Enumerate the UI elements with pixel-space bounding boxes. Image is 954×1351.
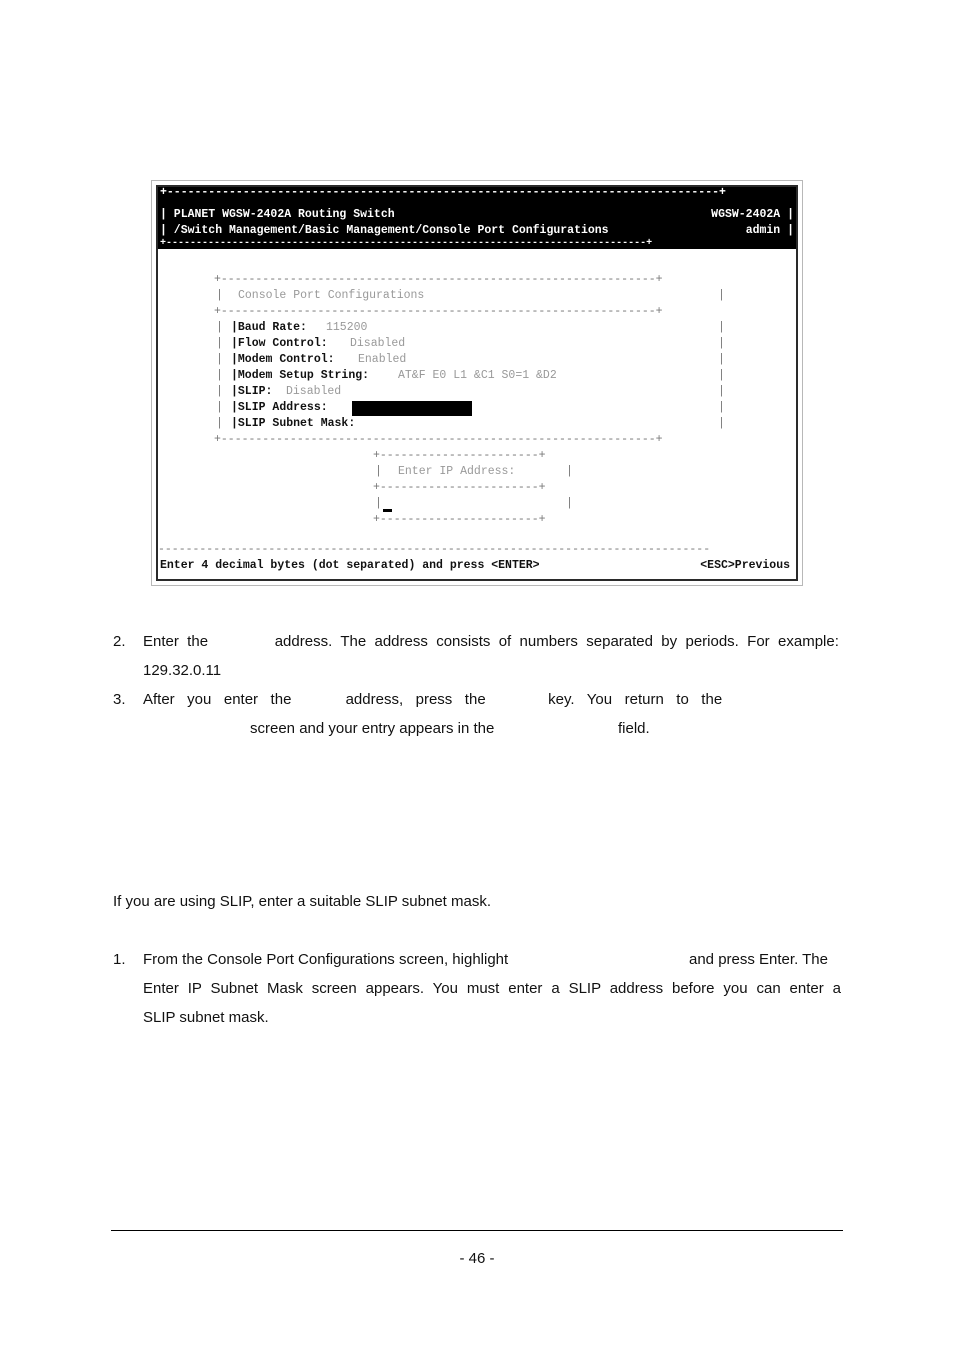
row-edge: | xyxy=(718,321,725,334)
popup-edge: | xyxy=(566,465,573,478)
row-edge: | xyxy=(216,401,223,414)
step-1-text-a: From the Console Port Configurations screen, highlight xyxy=(143,951,509,968)
row-edge: | xyxy=(718,401,725,414)
popup-top-border: +-----------------------+ xyxy=(373,449,546,462)
popup-edge: | xyxy=(375,497,382,510)
intro-paragraph: If you are using SLIP, enter a suitable SLIP subnet mask. xyxy=(113,893,492,910)
panel-top-border: +---------------------------------------------------------------+ xyxy=(214,273,663,286)
field-value: 115200 xyxy=(326,321,368,334)
status-esc: <ESC>Previous xyxy=(700,559,790,572)
row-edge: | xyxy=(718,385,725,398)
status-hint: Enter 4 decimal bytes (dot separated) and press <ENTER> xyxy=(160,559,540,572)
header-top-border: +--------------------------------------------------------------------------------+ xyxy=(160,186,726,199)
field-label: |Baud Rate: xyxy=(231,321,307,334)
popup-edge: | xyxy=(375,465,382,478)
popup-divider: +-----------------------+ xyxy=(373,481,546,494)
field-label: |Modem Control: xyxy=(231,353,335,366)
footer-rule xyxy=(111,1230,843,1231)
step-1-text-line2: Enter IP Subnet Mask screen appears. You must enter a SLIP address before you can enter a xyxy=(143,980,841,997)
header-user: admin | xyxy=(745,224,794,237)
row-edge: | xyxy=(718,369,725,382)
step-2-text: Enter the address. The address consists of numbers separated by periods. For example: xyxy=(143,633,839,650)
panel-title: Console Port Configurations xyxy=(238,289,425,302)
row-edge: | xyxy=(216,321,223,334)
field-value: Enabled xyxy=(358,353,407,366)
row-edge: | xyxy=(216,417,223,430)
terminal-header xyxy=(158,187,796,249)
field-label: |Modem Setup String: xyxy=(231,369,370,382)
field-label: |SLIP Subnet Mask: xyxy=(231,417,356,430)
header-bottom-border: +--------------------------------------------------------------------------------+ xyxy=(160,238,653,249)
step-number: 3. xyxy=(113,691,126,708)
row-edge: | xyxy=(216,385,223,398)
field-value: AT&F E0 L1 &C1 S0=1 &D2 xyxy=(398,369,557,382)
row-edge: | xyxy=(216,369,223,382)
row-edge: | xyxy=(216,337,223,350)
field-label: |Flow Control: xyxy=(231,337,328,350)
popup-edge: | xyxy=(566,497,573,510)
step-1-text-line3: SLIP subnet mask. xyxy=(143,1009,269,1026)
status-rule: -------------------------------------------------------------------------------- xyxy=(158,543,711,556)
row-edge: | xyxy=(718,417,725,430)
slip-address-highlight[interactable] xyxy=(352,401,472,416)
field-label: |SLIP: xyxy=(231,385,273,398)
step-3-text-end: field. xyxy=(618,720,650,737)
header-title: | PLANET WGSW-2402A Routing Switch xyxy=(160,208,395,221)
step-3-text-cont: screen and your entry appears in the xyxy=(250,720,495,737)
field-value: Disabled xyxy=(350,337,406,350)
step-number: 2. xyxy=(113,633,126,650)
terminal-screenshot xyxy=(151,180,803,586)
step-3-text: After you enter the address, press the key. You return to the xyxy=(143,691,723,708)
panel-edge-right: | xyxy=(718,289,725,302)
step-2-example: 129.32.0.11 xyxy=(143,662,222,679)
panel-bottom-border: +---------------------------------------------------------------+ xyxy=(214,433,663,446)
panel-edge-left: | xyxy=(216,289,223,302)
popup-title: Enter IP Address: xyxy=(398,465,516,478)
row-edge: | xyxy=(216,353,223,366)
header-device: WGSW-2402A | xyxy=(711,208,794,221)
page-number: - 46 - xyxy=(459,1250,495,1267)
step-number: 1. xyxy=(113,951,126,968)
panel-title-divider: +---------------------------------------------------------------+ xyxy=(214,305,663,318)
popup-bottom-border: +-----------------------+ xyxy=(373,513,546,526)
header-path: | /Switch Management/Basic Management/Console Port Configurations xyxy=(160,224,609,237)
row-edge: | xyxy=(718,353,725,366)
step-1-text-b: and press Enter. The xyxy=(689,951,828,968)
field-label: |SLIP Address: xyxy=(231,401,328,414)
field-value: Disabled xyxy=(286,385,342,398)
terminal-window xyxy=(156,185,798,581)
row-edge: | xyxy=(718,337,725,350)
